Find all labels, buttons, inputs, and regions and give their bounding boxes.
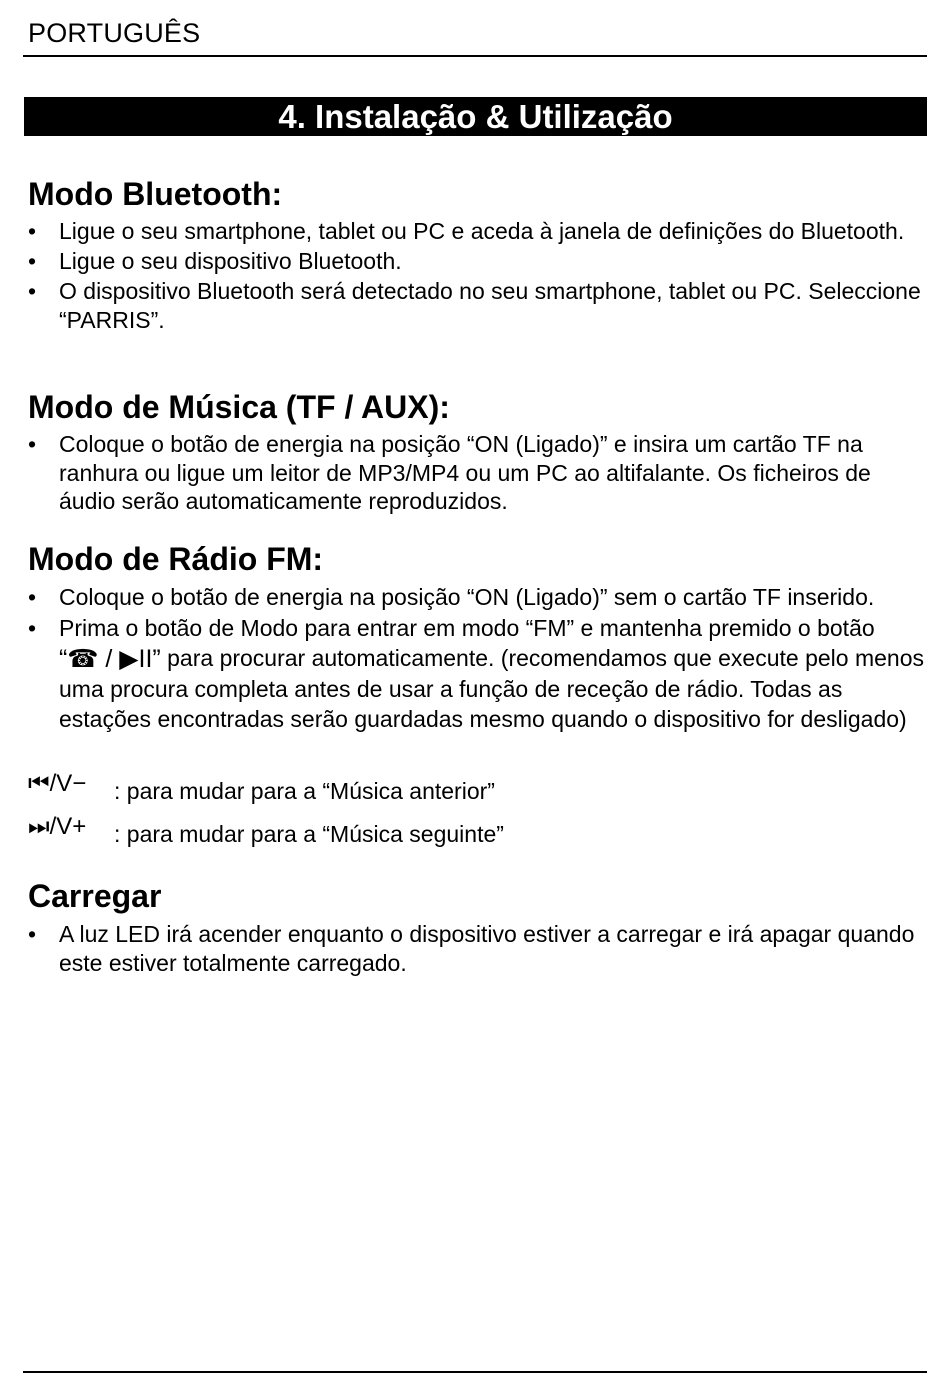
footer-divider xyxy=(23,1371,927,1373)
bullet-icon: • xyxy=(28,584,37,610)
section-title-bluetooth: Modo Bluetooth: xyxy=(28,176,283,212)
charge-list xyxy=(28,920,928,979)
next-volume-up-icon: ⏭/V+ xyxy=(28,813,87,840)
list-item: • Coloque o botão de energia na posição “ON (Ligado)” e insira um cartão TF na ranhura ou ligue um leitor de MP3/MP4 ou um PC ao altifalante. Os ficheiros de áudio serão automaticamente reproduzidos. xyxy=(28,431,871,514)
bullet-icon: • xyxy=(28,218,37,244)
bluetooth-list xyxy=(28,217,928,336)
list-item: • Ligue o seu smartphone, tablet ou PC e aceda à janela de definições do Bluetooth. xyxy=(28,218,905,244)
radio-list xyxy=(28,583,928,736)
section-title-charge: Carregar xyxy=(28,878,162,914)
next-track-row xyxy=(28,813,504,848)
list-item: • Coloque o botão de energia na posição “ON (Ligado)” sem o cartão TF inserido. xyxy=(28,584,875,610)
header-divider xyxy=(23,55,927,57)
previous-volume-down-icon: ⏮/V− xyxy=(28,770,87,797)
list-item: • O dispositivo Bluetooth será detectado no seu smartphone, tablet ou PC. Seleccione “PARRIS”. xyxy=(28,278,921,333)
section-title-music: Modo de Música (TF / AUX): xyxy=(28,389,450,425)
section-title-radio: Modo de Rádio FM: xyxy=(28,541,324,577)
list-item: • A luz LED irá acender enquanto o dispositivo estiver a carregar e irá apagar quando este estiver totalmente carregado. xyxy=(28,921,915,976)
page-language-header: PORTUGUÊS xyxy=(28,18,201,48)
bullet-icon: • xyxy=(28,278,37,304)
music-list xyxy=(28,430,928,517)
bullet-icon: • xyxy=(28,431,37,457)
list-item: • Ligue o seu dispositivo Bluetooth. xyxy=(28,248,402,274)
bullet-icon: • xyxy=(28,248,37,274)
phone-play-pause-icon: “☎ / ▶II” xyxy=(59,645,161,673)
chapter-title-bar: 4. Instalação & Utilização xyxy=(24,97,927,136)
list-item: • Prima o botão de Modo para entrar em modo “FM” e mantenha premido o botão “☎ / ▶II” para procurar automaticamente. (recomendamos que execute pelo menos uma procura completa antes de usar a função de receção de rádio. Todas as estações encontradas serão guardadas mesmo quando o dispositivo for desligado) xyxy=(28,615,924,732)
bullet-icon: • xyxy=(28,921,37,947)
previous-track-text: : para mudar para a “Música anterior” xyxy=(114,778,495,804)
previous-track-row xyxy=(28,770,495,805)
next-track-text: : para mudar para a “Música seguinte” xyxy=(114,821,504,847)
bullet-icon: • xyxy=(28,615,37,641)
